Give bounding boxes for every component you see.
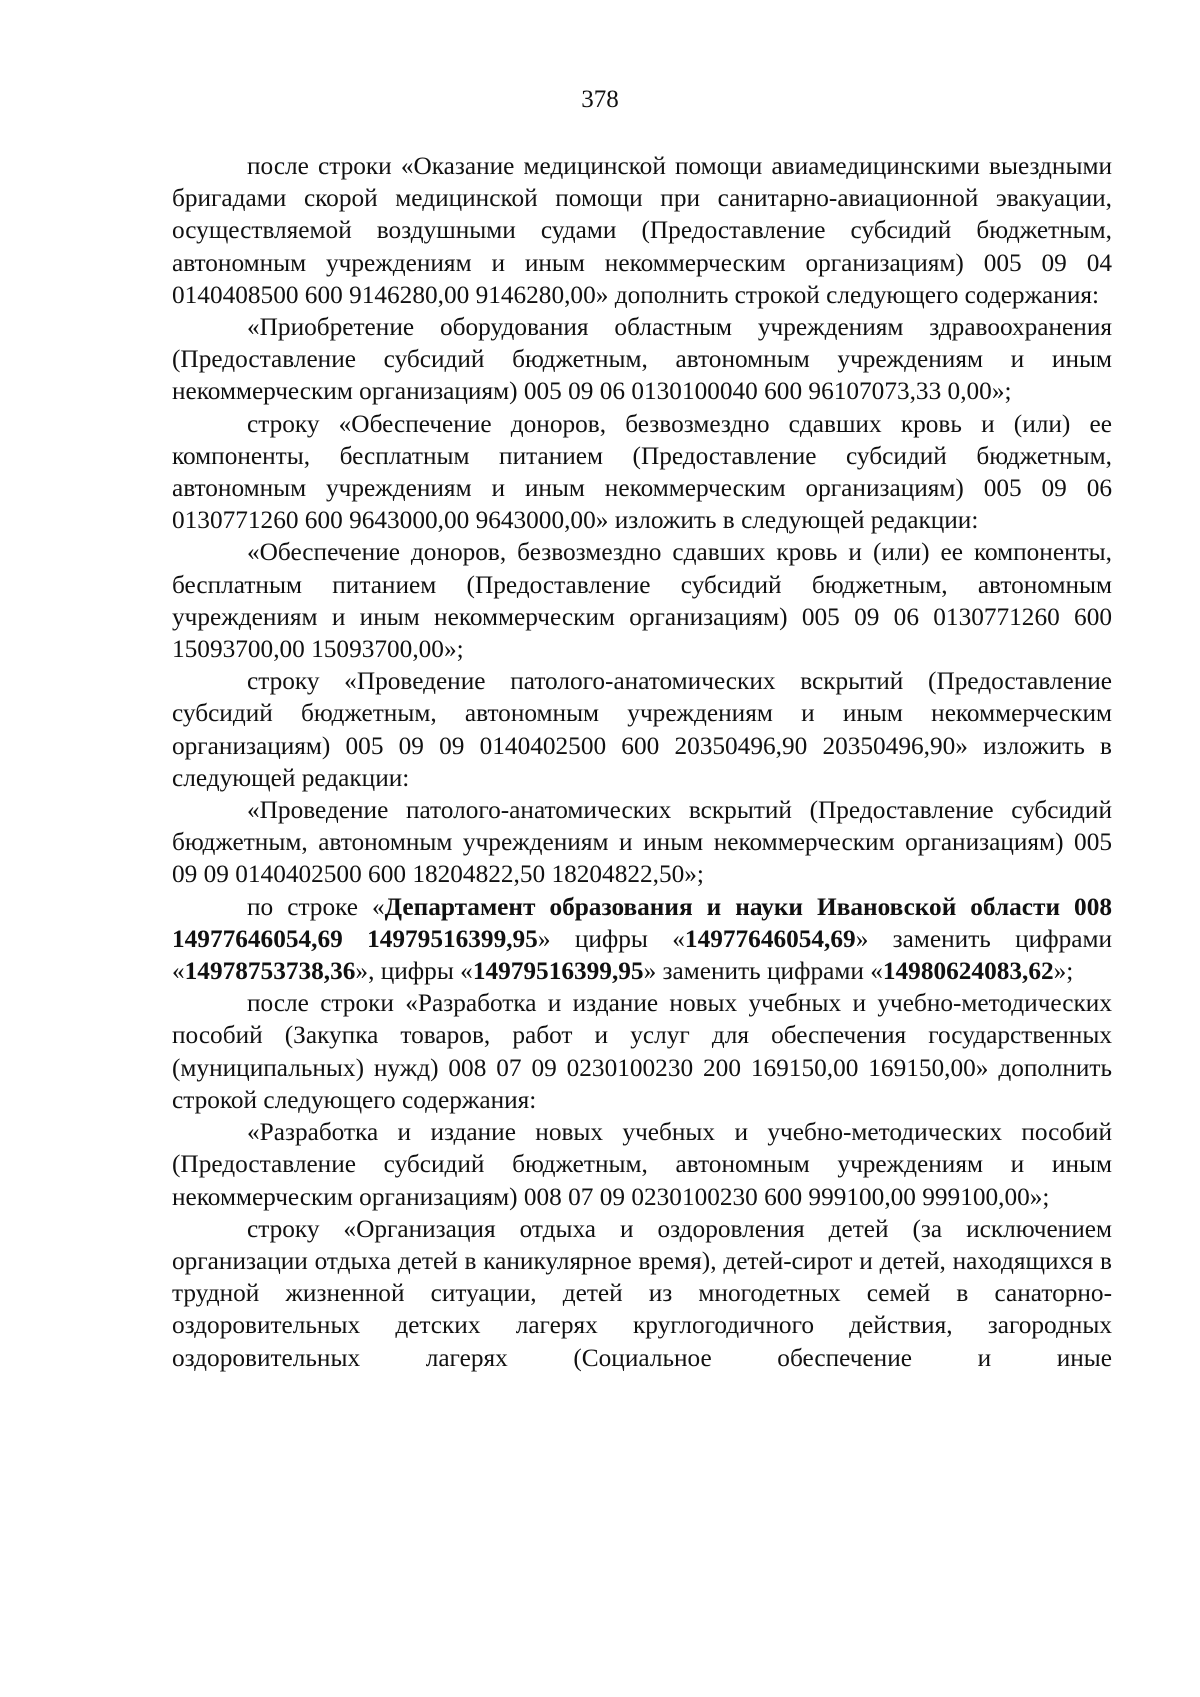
paragraph bbox=[172, 536, 1112, 665]
bold-text: 14979516399,95 bbox=[472, 957, 644, 986]
document-body bbox=[172, 150, 1112, 1374]
page-number: 378 bbox=[581, 86, 619, 113]
text-run: » цифры « bbox=[537, 924, 685, 953]
text-run: «Проведение патолого-анатомических вскрытий (Предоставление субсидий бюджетным, автономным учреждениям и иным некоммерческим организациям) 005 09 09 0140402500 600 18204822,50 18204822,50»; bbox=[172, 796, 1112, 889]
paragraph bbox=[172, 311, 1112, 408]
text-run: «Разработка и издание новых учебных и учебно-методических пособий (Предоставление субсидий бюджетным, автономным учреждениям и иным некоммерческим организациям) 008 07 09 0230100230 600 999100,00 999100,00»; bbox=[172, 1118, 1112, 1211]
paragraph bbox=[172, 987, 1112, 1116]
paragraph bbox=[172, 1116, 1112, 1213]
paragraph bbox=[172, 794, 1112, 891]
paragraph bbox=[172, 408, 1112, 537]
bold-text: 14980624083,62 bbox=[882, 957, 1054, 986]
text-run: » заменить цифрами « bbox=[172, 924, 1113, 986]
text-run: по строке « bbox=[247, 892, 385, 921]
text-run: строку «Организация отдыха и оздоровления детей (за исключением организации отдыха детей в каникулярное время), детей-сирот и детей, находящихся в трудной жизненной ситуации, детей из многодетных семей в санаторно-оздоровительных детских лагерях круглогодичного действия, загородных оздоровительных лагерях (Социальное обеспечение и иные bbox=[172, 1214, 1112, 1372]
text-run: »; bbox=[1053, 957, 1074, 986]
text-run: «Обеспечение доноров, безвозмездно сдавших кровь и (или) ее компоненты, бесплатным питанием (Предоставление субсидий бюджетным, автономным учреждениям и иным некоммерческим организациям) 005 09 06 0130771260 600 15093700,00 15093700,00»; bbox=[172, 538, 1112, 664]
paragraph bbox=[172, 150, 1112, 311]
text-run: строку «Проведение патолого-анатомических вскрытий (Предоставление субсидий бюджетным, автономным учреждениям и иным некоммерческим организациям) 005 09 09 0140402500 600 20350496,90 20350496,90» изложить в следующей редакции: bbox=[172, 667, 1112, 792]
text-run: «Приобретение оборудования областным учреждениям здравоохранения (Предоставление субсидий бюджетным, автономным учреждениям и иным некоммерческим организациям) 005 09 06 0130100040 600 96107073,33 0,00»; bbox=[172, 313, 1112, 406]
bold-text: 14977646054,69 bbox=[684, 924, 856, 953]
bold-text: 14978753738,36 bbox=[184, 957, 356, 986]
bold-text: Департамент образования и науки Ивановской области 008 14977646054,69 14979516399,95 bbox=[172, 892, 1112, 953]
text-run: » заменить цифрами « bbox=[643, 957, 883, 986]
paragraph bbox=[172, 891, 1112, 988]
text-run: после строки «Оказание медицинской помощи авиамедицинскими выездными бригадами скорой медицинской помощи при санитарно-авиационной эвакуации, осуществляемой воздушными судами (Предоставление субсидий бюджетным, автономным учреждениям и иным некоммерческим организациям) 005 09 04 0140408500 600 9146280,00 9146280,00» дополнить строкой следующего содержания: bbox=[172, 152, 1112, 309]
paragraph bbox=[172, 665, 1112, 794]
text-run: строку «Обеспечение доноров, безвозмездно сдавших кровь и (или) ее компоненты, бесплатным питанием (Предоставление субсидий бюджетным, автономным учреждениям и иным некоммерческим организациям) 005 09 06 0130771260 600 9643000,00 9643000,00» изложить в следующей редакции: bbox=[172, 409, 1112, 535]
text-run: », цифры « bbox=[355, 957, 473, 986]
text-run: после строки «Разработка и издание новых учебных и учебно-методических пособий (Закупка товаров, работ и услуг для обеспечения государственных (муниципальных) нужд) 008 07 09 0230100230 200 169150,00 169150,00» дополнить строкой следующего содержания: bbox=[172, 989, 1112, 1114]
paragraph bbox=[172, 1213, 1112, 1374]
